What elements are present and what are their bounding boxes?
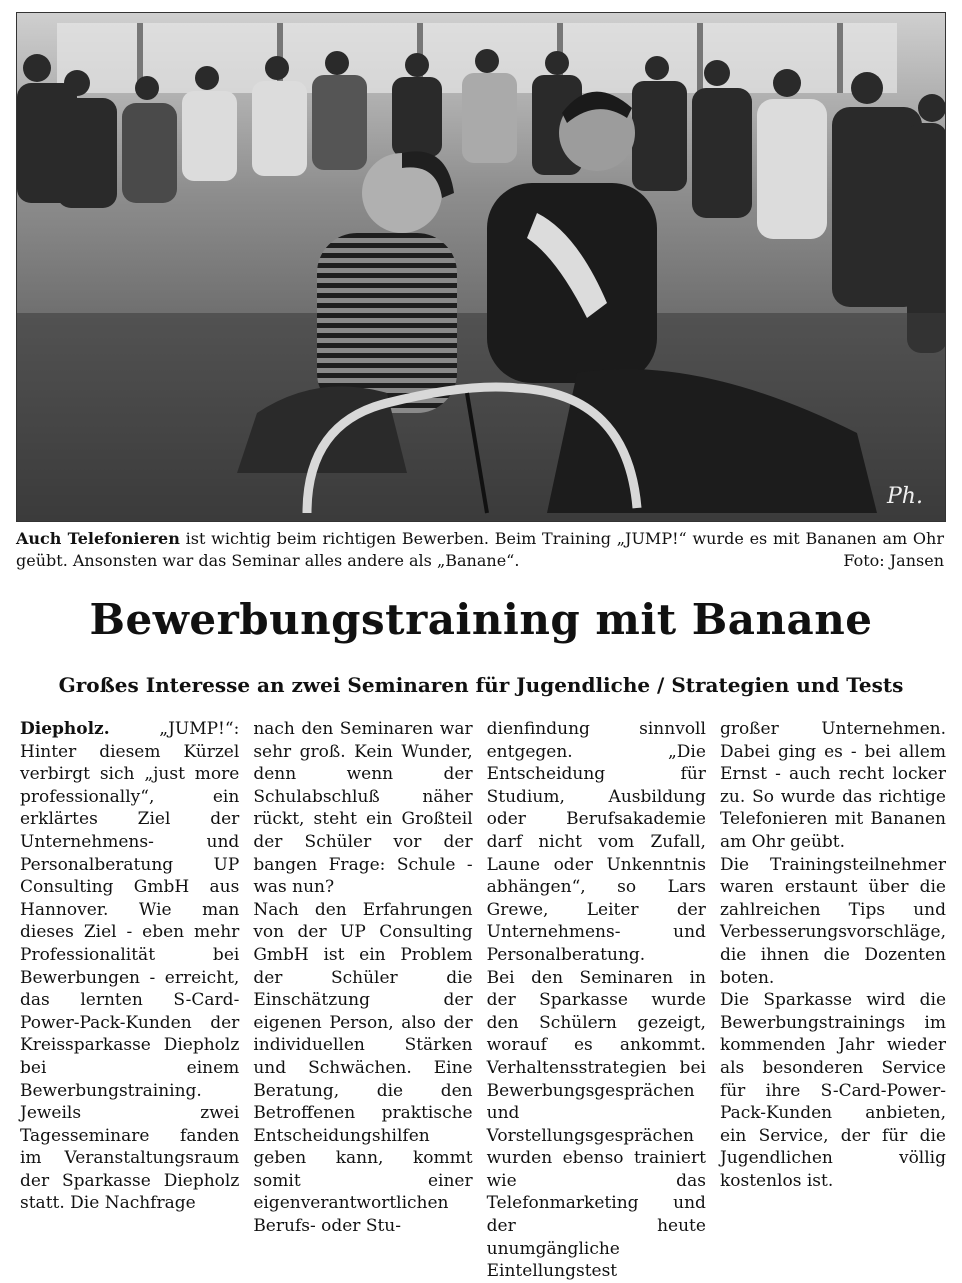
subheadline: Großes Interesse an zwei Seminaren für Jugendliche / Strategien und Tests xyxy=(58,673,904,697)
article-column-2 xyxy=(253,718,473,1237)
caption-lead: Auch Telefonieren xyxy=(16,529,180,548)
article-photo xyxy=(16,12,946,522)
photo-caption xyxy=(16,528,944,572)
paragraph: großer Unternehmen. Dabei ging es - bei allem Ernst - auch recht locker zu. So wurde das richtige Telefonieren mit Bananen am Ohr geübt. xyxy=(719,719,946,852)
paragraph: Die Sparkasse wird die Bewerbungstrainings im kommenden Jahr wieder als besonderen Service für ihre S-Card-Power-Pack-Kunden anbieten, ein Service, der für die Jugendlichen völlig kostenlos ist. xyxy=(719,990,946,1191)
photo-signature: Ph. xyxy=(887,484,923,509)
article-column-4 xyxy=(720,718,946,1194)
paragraph: Diepholz. „JUMP!“: Hinter diesem Kürzel verbirgt sich „just more professionally“, ein erklärtes Ziel der Unternehmens- und Personalberatung UP Consulting GmbH aus Hannover. Wie man dieses Ziel - eben mehr Professionalität bei Bewerbungen - erreicht, das lernten S-Card-Power-Pack-Kunden der Kreissparkasse Diepholz bei einem Bewerbungstraining. xyxy=(20,719,240,1101)
article-body xyxy=(20,718,947,1282)
headline: Bewerbungstraining mit Banane xyxy=(89,595,873,644)
paragraph: dienfindung sinnvoll entgegen. „Die Entscheidung für Studium, Ausbildung oder Berufsakademie darf nicht vom Zufall, Laune oder Unkenntnis abhängen“, so Lars Grewe, Leiter der Unternehmens- und Personalberatung. xyxy=(486,719,706,965)
paragraph: Nach den Erfahrungen von der UP Consulting GmbH ist ein Problem der Schüler die Einschätzung der eigenen Person, also der individuellen Stärken und Schwächen. Eine Beratung, die den Betroffenen praktische Entscheidungshilfen geben kann, kommt somit einer eigenverantwortlichen Berufs- oder Stu- xyxy=(253,899,473,1237)
paragraph: Bei den Seminaren in der Sparkasse wurde den Schülern gezeigt, worauf es ankommt. Verhaltensstrategien bei Bewerbungsgesprächen und Vorstellungsgesprächen wurden ebenso trainiert wie das Telefonmarketing und der heute unumgängliche Eintellungstest xyxy=(486,967,706,1282)
paragraph: Die Trainingsteilnehmer waren erstaunt über die zahlreichen Tips und Verbesserungsvorschläge, die ihnen die Dozenten boten. xyxy=(719,854,947,988)
photo-icon xyxy=(17,13,945,521)
caption-text: ist wichtig beim richtigen Bewerben. Beim Training „JUMP!“ wurde es mit Bananen am Ohr geübt. Ansonsten war das Seminar alles andere als „Banane“. xyxy=(16,529,944,570)
photo-credit: Foto: Jansen xyxy=(843,551,944,570)
paragraph: Jeweils zwei Tagesseminare fanden im Veranstaltungsraum der Sparkasse Diepholz statt. Die Nachfrage xyxy=(20,1103,240,1214)
article-column-1 xyxy=(20,718,240,1214)
dateline: Diepholz. xyxy=(20,719,110,739)
paragraph: nach den Seminaren war sehr groß. Kein Wunder, denn wenn der Schulabschluß näher rückt, steht ein Großteil der Schüler vor der bangen Frage: Schule - was nun? xyxy=(253,719,473,898)
article-column-3 xyxy=(486,718,706,1282)
